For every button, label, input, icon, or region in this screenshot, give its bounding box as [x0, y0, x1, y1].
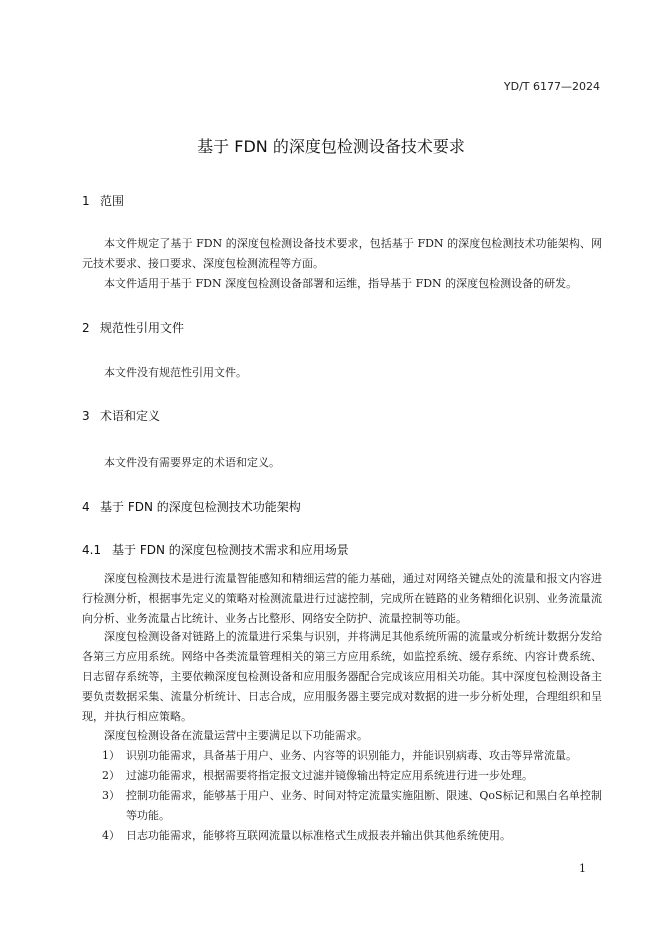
section-title: 范围 [100, 194, 125, 208]
list-marker: 2） [102, 769, 120, 782]
section-1-heading [82, 192, 124, 209]
list-marker: 3） [102, 789, 120, 802]
section-number: 1 [82, 194, 90, 208]
list-item [82, 826, 602, 846]
page-number: 1 [579, 862, 586, 875]
section-number: 2 [82, 321, 90, 335]
section-title: 术语和定义 [100, 409, 161, 423]
section-number: 4.1 [82, 543, 102, 557]
list-item [82, 786, 602, 826]
section-4-1-paragraph-1: 深度包检测技术是进行流量智能感知和精细运营的能力基础，通过对网络关键点处的流量和报文内容进行检测分析，根据事先定义的策略对检测流量进行过滤控制，完成所在链路的业务精细化识别、业务流量流向分析、业务流量占比统计、业务占比整形、网络安全防护、流量控制等功能。 [82, 572, 602, 625]
section-number: 3 [82, 409, 90, 423]
section-1-paragraph-2: 本文件适用于基于 FDN 深度包检测设备部署和运维，指导基于 FDN 的深度包检测设备的研发。 [104, 277, 578, 290]
section-number: 4 [82, 500, 90, 514]
section-title: 基于 FDN 的深度包检测技术需求和应用场景 [112, 543, 349, 557]
requirements-list [82, 746, 602, 846]
section-4-heading [82, 498, 301, 515]
document-title: 基于 FDN 的深度包检测设备技术要求 [197, 137, 465, 156]
section-4-1-paragraph-2: 深度包检测设备对链路上的流量进行采集与识别，并将满足其他系统所需的流量或分析统计数据分发给各第三方应用系统。网络中各类流量管理相关的第三方应用系统，如监控系统、缓存系统、内容计费系统、日志留存系统等，主要依赖深度包检测设备和应用服务器配合完成该应用相关功能。其中深度包检测设备主要负责数据采集、流量分析统计、日志合成，应用服务器主要完成对数据的进一步分析处理，合理组织和呈现，并执行相应策略。 [82, 630, 602, 723]
standard-code: YD/T 6177—2024 [503, 80, 600, 93]
list-item-text: 控制功能需求，能够基于用户、业务、时间对特定流量实施阻断、限速、QoS标记和黑白名单控制等功能。 [126, 789, 602, 822]
list-item-text: 日志功能需求，能够将互联网流量以标准格式生成报表并输出供其他系统使用。 [126, 829, 511, 842]
section-1-paragraph-1: 本文件规定了基于 FDN 的深度包检测设备技术要求，包括基于 FDN 的深度包检测技术功能架构、网元技术要求、接口要求、深度包检测流程等方面。 [82, 237, 602, 270]
section-title: 规范性引用文件 [100, 321, 185, 335]
section-4-1-heading [82, 541, 349, 558]
list-item [82, 766, 602, 786]
section-title: 基于 FDN 的深度包检测技术功能架构 [100, 500, 301, 514]
list-item [82, 746, 602, 766]
list-marker: 1） [102, 749, 120, 762]
section-2-heading [82, 319, 184, 336]
section-3-paragraph-1: 本文件没有需要界定的术语和定义。 [104, 456, 280, 469]
list-item-text: 识别功能需求，具备基于用户、业务、内容等的识别能力，并能识别病毒、攻击等异常流量。 [126, 749, 577, 762]
section-3-heading [82, 407, 160, 424]
section-2-paragraph-1: 本文件没有规范性引用文件。 [104, 366, 247, 379]
section-4-1-paragraph-3: 深度包检测设备在流量运营中主要满足以下功能需求。 [104, 729, 368, 742]
list-item-text: 过滤功能需求，根据需要将指定报文过滤并镜像输出特定应用系统进行进一步处理。 [126, 769, 533, 782]
list-marker: 4） [102, 829, 120, 842]
